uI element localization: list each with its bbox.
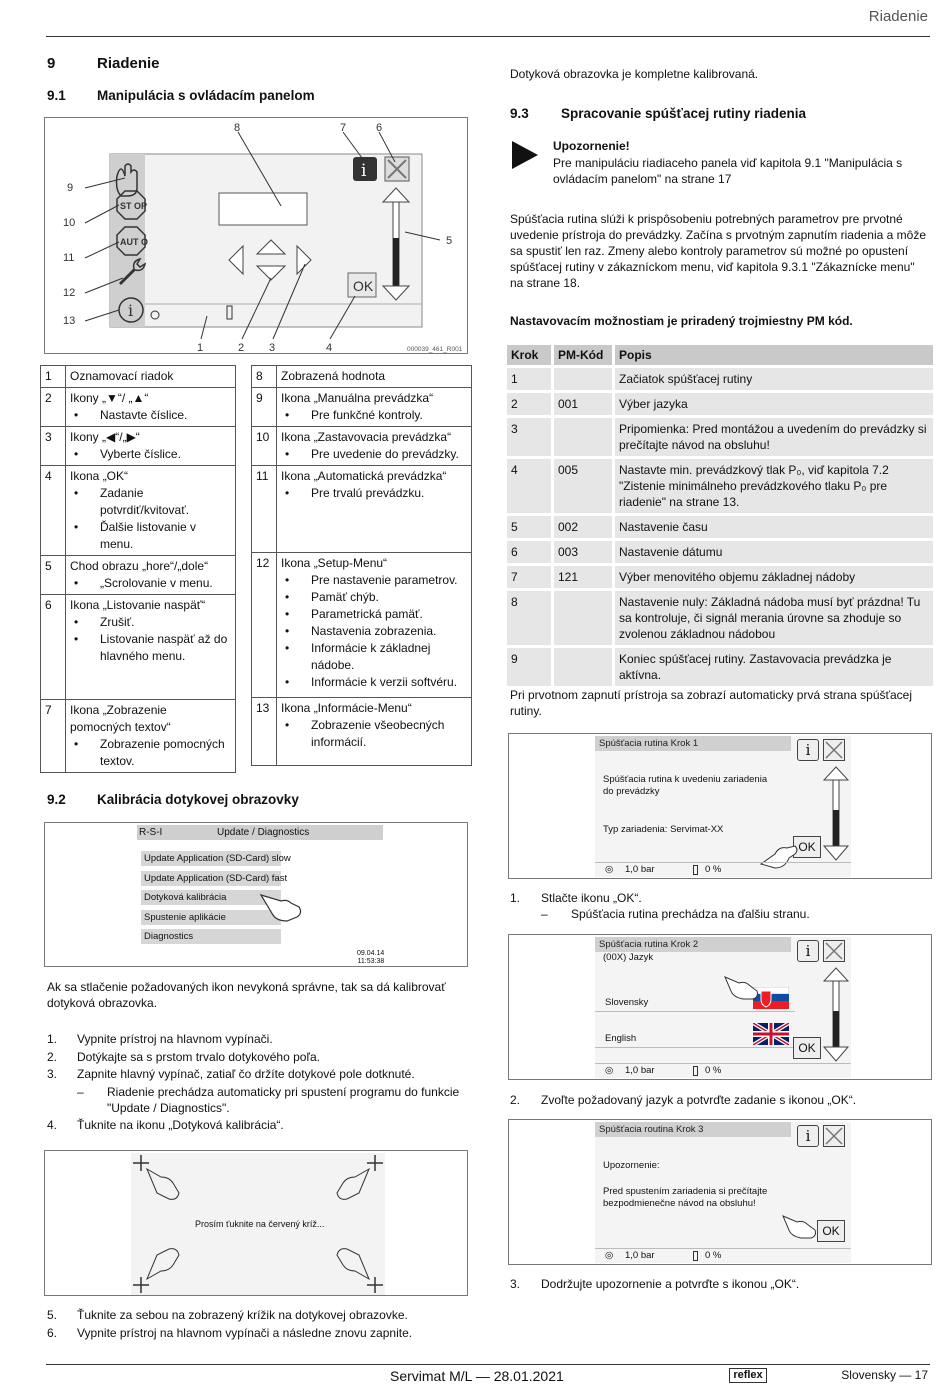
step2-statusbar: ◎ 1,0 bar 0 % (595, 1063, 851, 1078)
pm-step: 9 (507, 648, 551, 686)
section-91-title: Manipulácia s ovládacím panelom (97, 88, 315, 103)
startup-step1-figure (508, 733, 932, 879)
step1-info-icon[interactable]: i (797, 739, 819, 761)
legend-left-row (41, 595, 236, 700)
step2-subtitle: (00X) Jazyk (603, 952, 654, 963)
legend-bullet: • Zrušiť. (70, 614, 231, 631)
legend-bullet: • Pre trvalú prevádzku. (281, 485, 467, 502)
pm-code (554, 368, 612, 390)
col-popis: Popis (615, 345, 933, 365)
update-diagnostics-figure (44, 822, 468, 967)
legend-bullet: • „Scrolovanie v menu. (70, 575, 231, 592)
diag-menu-item[interactable]: Diagnostics (141, 929, 281, 944)
legend-title: Ikona „Automatická prevádzka“ (281, 469, 447, 483)
legend-bullet: • Pre nastavenie parametrov. (281, 572, 467, 589)
callout-8: 8 (234, 122, 241, 134)
pm-row (507, 566, 933, 588)
col-pm-kod: PM-Kód (554, 345, 612, 365)
step3-ok-button[interactable]: OK (817, 1220, 845, 1242)
pm-code-table (504, 342, 936, 689)
step3-screen (595, 1122, 851, 1263)
pm-description: Nastavenie nuly: Základná nádoba musí byť prázdna! Tu sa kontroluje, či signál merania úrovne sa zhoduje so zvolenou základnou nádobou (615, 591, 933, 645)
legend-right-row (252, 366, 472, 388)
legend-left-row (41, 700, 236, 773)
pm-intro: Nastavovacím možnostiam je priradený trojmiestny PM kód. (510, 314, 853, 328)
step-item (47, 1307, 467, 1323)
footer-rule (46, 1364, 930, 1365)
legend-left-row (41, 366, 236, 388)
calibration-screen (131, 1153, 385, 1295)
section-92-number: 9.2 (47, 792, 66, 807)
step3-hand-icon (781, 1210, 821, 1240)
step1-device-type: Typ zariadenia: Servimat-XX (603, 824, 724, 835)
pm-row (507, 418, 933, 456)
step3-close-icon[interactable] (823, 1125, 845, 1147)
legend-right-row (252, 427, 472, 466)
pm-step: 8 (507, 591, 551, 645)
legend-left-row (41, 427, 236, 466)
legend-left-row (41, 556, 236, 595)
legend-bullet: • Zobrazenie pomocných textov. (70, 736, 231, 770)
legend-title: Ikona „Manuálna prevádzka“ (281, 391, 434, 405)
legend-title: Ikona „Setup-Menu“ (281, 556, 388, 570)
diag-title: Update / Diagnostics (217, 827, 310, 838)
callout-13: 13 (63, 315, 76, 327)
step-item (47, 1049, 467, 1065)
callout-1: 1 (197, 342, 204, 354)
step1-title: Spúšťacia rutina Krok 1 (595, 736, 791, 751)
legend-description (277, 388, 472, 427)
reflex-logo: reflex (729, 1368, 767, 1383)
step2-hand-icon (723, 971, 763, 1001)
step-1-result: Spúšťacia rutina prechádza na ďalšiu stranu. (571, 907, 810, 921)
legend-description (66, 388, 236, 427)
step1-statusbar: ◎ 1,0 bar 0 % (595, 862, 851, 877)
callout-2: 2 (238, 342, 245, 354)
step2-info-icon[interactable]: i (797, 940, 819, 962)
first-start-text: Pri prvotnom zapnutí prístroja sa zobrazí automaticky prvá strana spúšťacej rutiny. (510, 688, 913, 718)
legend-number: 2 (41, 388, 66, 427)
legend-number: 8 (252, 366, 277, 388)
step-number: 1. (47, 1032, 58, 1046)
pm-description: Nastavte min. prevádzkový tlak P₀, viď kapitola 7.2 "Zistenie minimálneho prevádzkového tlaku P₀ pre riadenie" na strane 13. (615, 459, 933, 513)
hand-icon-tl (147, 1169, 179, 1199)
step-text: Vypnite prístroj na hlavnom vypínači. (77, 1032, 273, 1046)
pm-step: 7 (507, 566, 551, 588)
value-display (219, 193, 307, 225)
legend-number: 7 (41, 700, 66, 773)
legend-bullet: • Vyberte číslice. (70, 446, 231, 463)
note-title: Upozornenie! (553, 139, 630, 153)
callout-9: 9 (67, 182, 74, 194)
section-93-number: 9.3 (510, 106, 529, 121)
diag-menu-item[interactable]: Update Application (SD-Card) fast (141, 871, 281, 886)
step3-title: Spúšťacia routina Krok 3 (595, 1122, 791, 1137)
legend-description (66, 427, 236, 466)
diag-left-label: R-S-I (139, 827, 163, 838)
legend-description (66, 466, 236, 556)
calibration-prompt: Prosím ťuknite na červený kríž... (195, 1219, 325, 1229)
legend-bullet: • Parametrická pamäť. (281, 606, 467, 623)
legend-bullet: • Pre uvedenie do prevádzky. (281, 446, 467, 463)
step-text: Zapnite hlavný vypínač, zatiaľ čo držíte dotykové pole dotknuté. (77, 1067, 415, 1081)
legend-number: 10 (252, 427, 277, 466)
pm-code: 002 (554, 516, 612, 538)
legend-number: 11 (252, 466, 277, 553)
stop-label: ST OP (120, 201, 148, 211)
pm-row (507, 541, 933, 563)
legend-bullet: • Zobrazenie všeobecných informácií. (281, 717, 467, 751)
legend-bullet: • Listovanie naspäť až do hlavného menu. (70, 631, 231, 665)
step1-screen (595, 736, 851, 877)
legend-right-row (252, 698, 472, 766)
legend-title: Ikona „Zobrazenie pomocných textov“ (70, 703, 171, 734)
calibration-intro: Ak sa stlačenie požadovaných ikon nevykoná správne, tak sa dá kalibrovať dotyková obrazovka. (47, 980, 446, 1010)
pm-code: 121 (554, 566, 612, 588)
legend-left-row (41, 466, 236, 556)
step3-statusbar: ◎ 1,0 bar 0 % (595, 1248, 851, 1263)
legend-title: Ikona „Listovanie naspäť“ (70, 598, 206, 612)
legend-bullet: • Zadanie potvrdiť/kvitovať. (70, 485, 231, 519)
pm-description: Výber menovitého objemu základnej nádoby (615, 566, 933, 588)
callout-11: 11 (63, 252, 75, 264)
legend-number: 3 (41, 427, 66, 466)
step1-close-icon[interactable] (823, 739, 845, 761)
legend-bullet: • Informácie k základnej nádobe. (281, 640, 467, 674)
footer-doc-title: Servimat M/L — 28.01.2021 (390, 1368, 564, 1384)
pm-step: 2 (507, 393, 551, 415)
pm-step: 3 (507, 418, 551, 456)
legend-description (277, 427, 472, 466)
legend-right-row (252, 388, 472, 427)
callout-4: 4 (326, 342, 333, 354)
footer-page: Slovensky — 17 (841, 1368, 928, 1382)
diag-titlebar (137, 825, 383, 840)
svg-text:i: i (361, 161, 367, 181)
calibration-complete: Dotyková obrazovka je kompletne kalibrovaná. (510, 67, 759, 81)
pm-step: 5 (507, 516, 551, 538)
startup-step2-figure (508, 934, 932, 1080)
legend-number: 13 (252, 698, 277, 766)
legend-description (277, 366, 472, 388)
pm-description: Nastavenie dátumu (615, 541, 933, 563)
pm-code (554, 418, 612, 456)
pm-step: 4 (507, 459, 551, 513)
pm-code: 001 (554, 393, 612, 415)
calibration-steps-2 (47, 1307, 467, 1342)
running-header: Riadenie (868, 8, 928, 25)
step3-info-icon[interactable]: i (797, 1125, 819, 1147)
step1-scrollbar[interactable] (823, 766, 849, 862)
pm-description: Pripomienka: Pred montážou a uvedením do prevádzky si prečítajte návod na obsluhu! (615, 418, 933, 456)
legend-title: Oznamovací riadok (70, 369, 174, 383)
lang-slovensky[interactable]: Slovensky (605, 997, 649, 1008)
step-1-number: 1. (510, 891, 521, 905)
step-number: 6. (47, 1325, 58, 1340)
step-item (47, 1084, 467, 1116)
legend-number: 9 (252, 388, 277, 427)
col-krok: Krok (507, 345, 551, 365)
step-number: 4. (47, 1118, 58, 1132)
callout-6: 6 (376, 122, 383, 134)
step-item (47, 1325, 467, 1341)
legend-number: 12 (252, 553, 277, 698)
step3-heading: Upozornenie: (603, 1160, 660, 1171)
step-text: Dotýkajte sa s prstom trvalo dotykového poľa. (77, 1049, 320, 1064)
section-93-title: Spracovanie spúšťacej rutiny riadenia (561, 106, 807, 121)
step-text: Ťuknite za sebou na zobrazený krížik na dotykovej obrazovke. (77, 1308, 408, 1322)
touch-calibration-figure (44, 1150, 468, 1296)
hand-icon-tr (337, 1169, 369, 1199)
callout-7: 7 (340, 122, 347, 134)
pm-step: 1 (507, 368, 551, 390)
legend-left-row (41, 388, 236, 427)
step-number: – (77, 1084, 84, 1099)
pm-row (507, 368, 933, 390)
diag-datetime: 09.04.14 11:53:38 (357, 950, 385, 965)
step-text: Ťuknite na ikonu „Dotyková kalibrácia“. (77, 1118, 284, 1132)
section-92-title: Kalibrácia dotykovej obrazovky (97, 792, 299, 807)
uk-flag-icon[interactable] (753, 1023, 789, 1045)
svg-text:OK: OK (353, 278, 374, 294)
pm-row (507, 591, 933, 645)
pm-description: Výber jazyka (615, 393, 933, 415)
note-arrow-icon (512, 141, 538, 169)
step-2-number: 2. (510, 1093, 521, 1107)
control-panel-figure (44, 117, 468, 354)
legend-table-left (40, 365, 236, 773)
hand-icon-br (337, 1249, 369, 1279)
callout-3: 3 (269, 342, 276, 354)
legend-description (277, 698, 472, 766)
section-9-title: Riadenie (97, 55, 160, 72)
step2-title: Spúšťacia rutina Krok 2 (595, 937, 791, 952)
legend-number: 1 (41, 366, 66, 388)
step-3-number: 3. (510, 1277, 521, 1291)
figure-code: 000039_461_R001 (407, 346, 463, 353)
startup-step3-figure (508, 1119, 932, 1265)
step-text: Riadenie prechádza automaticky pri spustení programu do funkcie "Update / Diagnostics". (107, 1084, 460, 1115)
legend-description (66, 595, 236, 700)
hand-icon-bl (147, 1249, 179, 1279)
legend-number: 5 (41, 556, 66, 595)
legend-right-row (252, 466, 472, 553)
legend-right-row (252, 553, 472, 698)
legend-title: Ikona „Informácie-Menu“ (281, 701, 412, 715)
step-item (47, 1031, 467, 1047)
legend-number: 4 (41, 466, 66, 556)
legend-title: Ikona „OK“ (70, 469, 129, 483)
pm-step: 6 (507, 541, 551, 563)
step2-ok-button[interactable]: OK (793, 1037, 821, 1059)
legend-description (66, 556, 236, 595)
pm-row (507, 648, 933, 686)
header-rule (46, 36, 930, 37)
step-item (47, 1066, 467, 1082)
legend-description (277, 553, 472, 698)
step-1-dash: – (541, 907, 548, 921)
diag-menu-item[interactable]: Spustenie aplikácie (141, 910, 281, 925)
auto-label: AUT O (120, 237, 148, 247)
step2-close-icon[interactable] (823, 940, 845, 962)
legend-title: Ikony „▼“/ „▲“ (70, 391, 149, 405)
legend-bullet: • Nastavte číslice. (70, 407, 231, 424)
section-9-number: 9 (47, 55, 56, 72)
legend-bullet: • Ďalšie listovanie v menu. (70, 519, 231, 553)
legend-bullet: • Nastavenia zobrazenia. (281, 623, 467, 640)
pointing-hand-icon (259, 887, 309, 927)
legend-table-right (251, 365, 472, 766)
callout-12: 12 (63, 287, 76, 299)
diag-menu-item[interactable]: Dotyková kalibrácia (141, 890, 281, 905)
step2-scrollbar[interactable] (823, 967, 849, 1063)
legend-number: 6 (41, 595, 66, 700)
step2-screen (595, 937, 851, 1078)
legend-description (277, 466, 472, 553)
pm-description: Koniec spúšťacej rutiny. Zastavovacia prevádzka je aktívna. (615, 648, 933, 686)
step-number: 2. (47, 1049, 58, 1064)
diag-menu-item[interactable]: Update Application (SD-Card) slow (141, 851, 281, 866)
pm-code (554, 591, 612, 645)
legend-bullet: • Pre funkčné kontroly. (281, 407, 467, 424)
legend-title: Chod obrazu „hore“/„dole“ (70, 559, 209, 573)
legend-title: Ikona „Zastavovacia prevádzka“ (281, 430, 452, 444)
callout-10: 10 (63, 217, 76, 229)
pm-code: 003 (554, 541, 612, 563)
step-number: 3. (47, 1067, 58, 1081)
pm-code: 005 (554, 459, 612, 513)
section-91-number: 9.1 (47, 88, 66, 103)
startup-intro: Spúšťacia rutina slúži k prispôsobeniu potrebných parametrov pre prvotné uvedenie prístroja do prevádzky. Začína s prvotným zapnutím riadenia a môže sa spustiť len raz. Zmeny alebo kontroly parametrov sú možné po opustení spúšťacej rutiny v zákazníckom menu, viď kapitola 9.3.1 "Zákaznícke menu" na strane 18. (510, 212, 926, 290)
note-text: Pre manipuláciu riadiaceho panela viď kapitola 9.1 "Manipulácia s ovládacím panelom" na strane 17 (553, 156, 903, 186)
step3-message: Pred spustením zariadenia si prečítajte bezpodmienečne návod na obsluhu! (603, 1186, 768, 1209)
step-item (47, 1117, 467, 1133)
step1-message: Spúšťacia rutina k uvedeniu zariadenia do prevádzky (603, 774, 768, 797)
step-text: Vypnite prístroj na hlavnom vypínači a následne znovu zapnite. (77, 1325, 413, 1340)
legend-title: Ikony „◀“/„▶“ (70, 430, 140, 444)
pm-code (554, 648, 612, 686)
step-2-text: Zvoľte požadovaný jazyk a potvrďte zadanie s ikonou „OK“. (541, 1093, 857, 1107)
calibration-steps (47, 1031, 467, 1135)
step-3-text: Dodržujte upozornenie a potvrďte s ikonou „OK“. (541, 1277, 800, 1291)
pm-row (507, 393, 933, 415)
control-panel-diagram (45, 118, 469, 355)
step-1-text: Stlačte ikonu „OK“. (541, 891, 642, 905)
svg-text:i: i (128, 301, 134, 320)
lang-english[interactable]: English (605, 1033, 637, 1044)
pm-description: Začiatok spúšťacej rutiny (615, 368, 933, 390)
pm-description: Nastavenie času (615, 516, 933, 538)
legend-title: Zobrazená hodnota (281, 369, 386, 383)
legend-description (66, 700, 236, 773)
step1-ok-button[interactable]: OK (793, 836, 821, 858)
pm-row (507, 459, 933, 513)
pm-row (507, 516, 933, 538)
legend-bullet: • Pamäť chýb. (281, 589, 467, 606)
legend-bullet: • Informácie k verzii softvéru. (281, 674, 467, 691)
step-number: 5. (47, 1308, 58, 1322)
legend-description (66, 366, 236, 388)
callout-5: 5 (446, 235, 453, 247)
